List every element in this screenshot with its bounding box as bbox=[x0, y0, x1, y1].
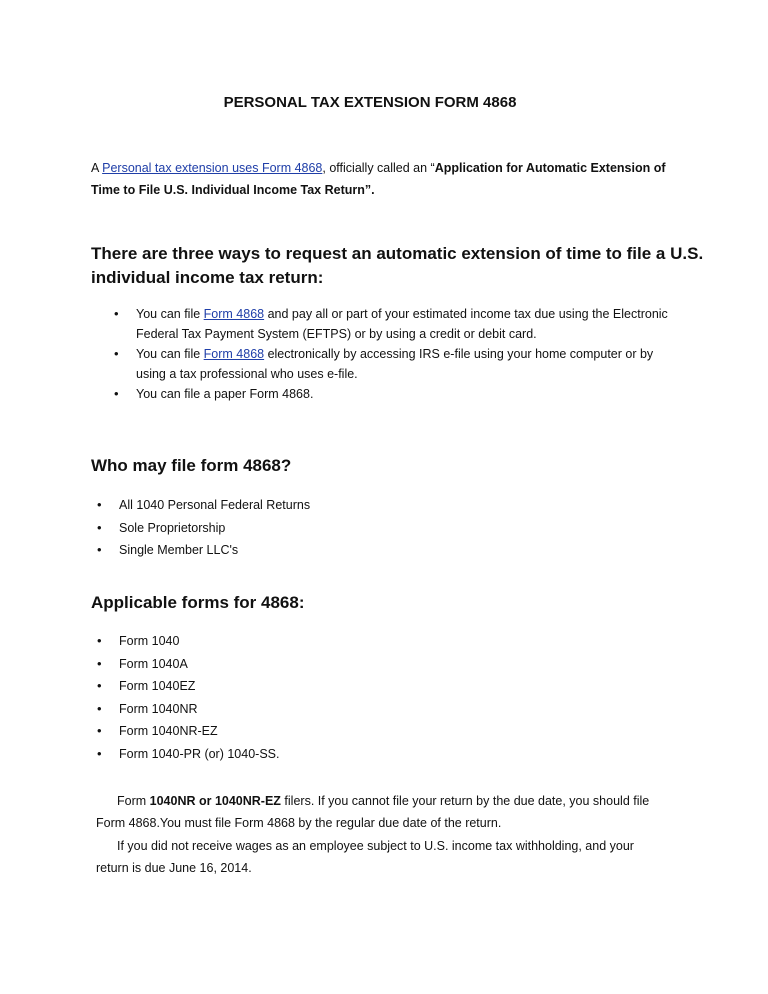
item-prefix: You can file bbox=[136, 307, 204, 321]
list-item bbox=[97, 630, 279, 653]
list-item bbox=[114, 304, 686, 344]
intro-bold-line1: Application for Automatic Extension of bbox=[434, 161, 666, 175]
intro-prefix: A bbox=[91, 161, 103, 175]
item-text: Sole Proprietorship bbox=[119, 520, 226, 535]
list-item bbox=[114, 344, 686, 384]
who-heading: Who may file form 4868? bbox=[91, 456, 292, 475]
closing-rest: filers. If you cannot file your return by the due date, you should file bbox=[280, 794, 650, 808]
list-item bbox=[97, 517, 310, 540]
list-item bbox=[97, 494, 311, 517]
page-title: PERSONAL TAX EXTENSION FORM 4868 bbox=[223, 94, 517, 111]
closing-line-1 bbox=[117, 790, 649, 812]
ways-heading-line1: There are three ways to request an automatic extension of time to file a U.S. bbox=[91, 244, 704, 263]
closing-bold: 1040NR or 1040NR-EZ bbox=[149, 794, 281, 808]
list-item bbox=[97, 539, 310, 562]
item-text: Form 1040-PR (or) 1040-SS. bbox=[119, 746, 280, 761]
intro-paragraph bbox=[91, 157, 691, 201]
closing-line-4: return is due June 16, 2014. bbox=[96, 861, 252, 875]
ways-heading-line2: individual income tax return: bbox=[91, 268, 324, 287]
bullet-icon: • bbox=[97, 723, 102, 738]
item-text: You can file a paper Form 4868. bbox=[136, 387, 314, 401]
bullet-icon: • bbox=[97, 655, 102, 671]
item-rest: and pay all or part of your estimated income tax due using the Electronic bbox=[264, 307, 668, 321]
bullet-icon: • bbox=[114, 346, 119, 361]
ways-heading bbox=[91, 242, 711, 290]
item-text: Single Member LLC's bbox=[119, 543, 239, 557]
bullet-icon: • bbox=[97, 542, 102, 557]
item-text: Form 1040 bbox=[119, 634, 180, 648]
bullet-icon: • bbox=[97, 745, 102, 761]
list-item bbox=[97, 698, 279, 721]
intro-middle: , officially called an “ bbox=[322, 161, 435, 175]
item-text: Form 1040NR bbox=[119, 701, 198, 716]
bullet-icon: • bbox=[97, 497, 102, 512]
list-item bbox=[97, 653, 279, 676]
list-item bbox=[97, 743, 280, 766]
item-rest: electronically by accessing IRS e-file using your home computer or by bbox=[264, 347, 654, 361]
bullet-icon: • bbox=[97, 700, 102, 716]
bullet-icon: • bbox=[97, 678, 102, 693]
ways-list bbox=[114, 304, 686, 404]
item-rest-line2: Federal Tax Payment System (EFTPS) or by using a credit or debit card. bbox=[136, 327, 537, 341]
bullet-icon: • bbox=[114, 386, 119, 401]
form-4868-link[interactable]: Form 4868 bbox=[203, 307, 265, 321]
applicable-heading: Applicable forms for 4868: bbox=[91, 593, 305, 612]
form-4868-link[interactable]: Form 4868 bbox=[203, 347, 265, 361]
list-item bbox=[114, 384, 686, 404]
who-list bbox=[97, 494, 311, 562]
item-text: Form 1040EZ bbox=[119, 679, 196, 693]
bullet-icon: • bbox=[114, 306, 119, 321]
applicable-list bbox=[97, 630, 280, 765]
personal-tax-extension-link[interactable]: Personal tax extension uses Form 4868 bbox=[102, 161, 323, 175]
item-text: Form 1040A bbox=[119, 656, 188, 671]
intro-bold-line2: Time to File U.S. Individual Income Tax Return”. bbox=[91, 183, 375, 197]
closing-line-3: If you did not receive wages as an employee subject to U.S. income tax withholding, and your bbox=[117, 839, 634, 853]
item-text: All 1040 Personal Federal Returns bbox=[119, 498, 311, 512]
item-rest-line2: using a tax professional who uses e-file. bbox=[136, 367, 358, 381]
closing-prefix: Form bbox=[117, 794, 150, 808]
list-item bbox=[97, 720, 279, 743]
list-item bbox=[97, 675, 279, 698]
item-text: Form 1040NR-EZ bbox=[119, 724, 218, 738]
bullet-icon: • bbox=[97, 519, 102, 535]
closing-line-2: Form 4868.You must file Form 4868 by the regular due date of the return. bbox=[96, 816, 502, 830]
item-prefix: You can file bbox=[136, 347, 204, 361]
bullet-icon: • bbox=[97, 633, 102, 648]
